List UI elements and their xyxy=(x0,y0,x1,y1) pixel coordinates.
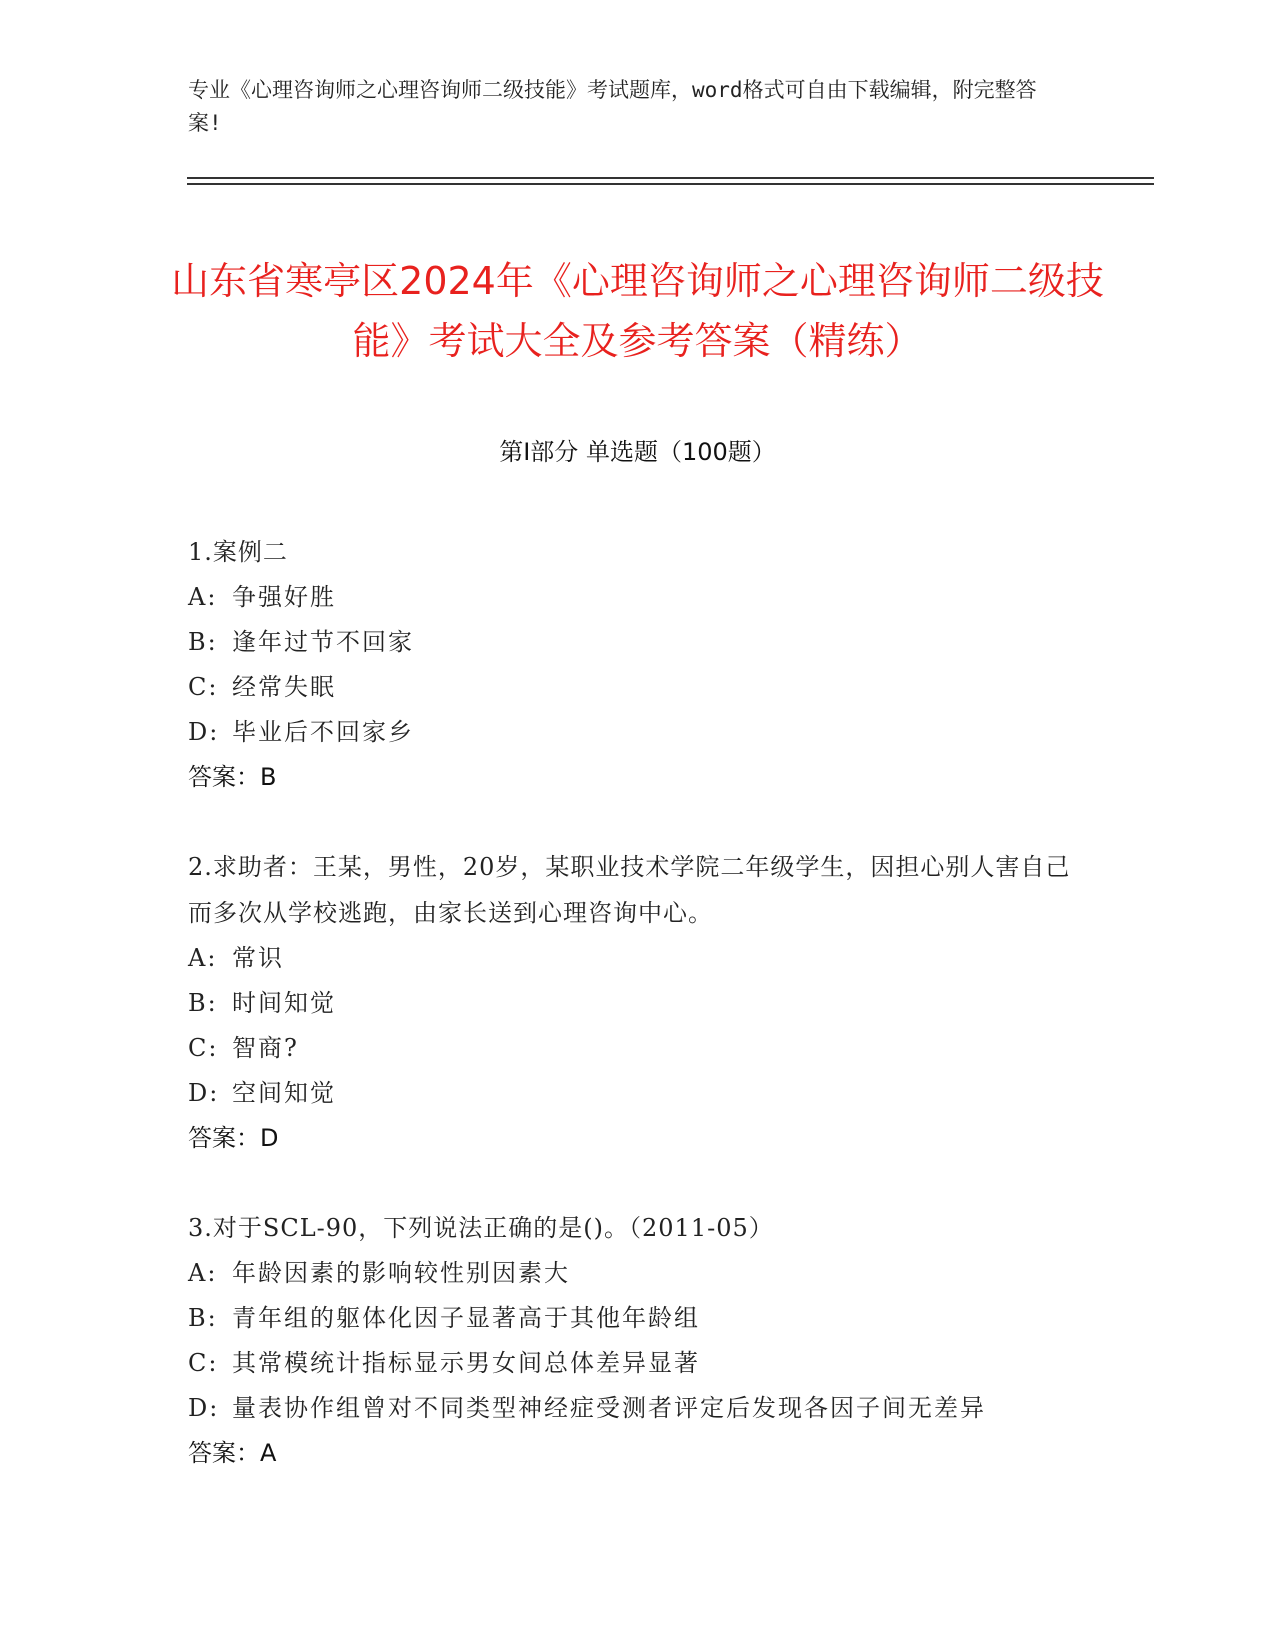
option-c xyxy=(188,1341,1083,1386)
option-b xyxy=(188,1296,1083,1341)
question-1 xyxy=(188,529,1083,800)
answer: 答案：A xyxy=(188,1439,277,1467)
option-letter: B: xyxy=(188,1304,218,1332)
option-b xyxy=(188,981,1083,1026)
option-a xyxy=(188,936,1083,981)
option-text: 经常失眠 xyxy=(232,673,336,701)
option-c xyxy=(188,665,1083,710)
option-letter: D: xyxy=(188,1394,220,1422)
option-a xyxy=(188,575,1083,620)
option-d xyxy=(188,710,1083,755)
option-text: 争强好胜 xyxy=(232,583,336,611)
option-text: 年龄因素的影响较性别因素大 xyxy=(232,1259,570,1287)
option-letter: B: xyxy=(188,628,218,656)
option-d xyxy=(188,1071,1083,1116)
option-letter: C: xyxy=(188,1034,219,1062)
question-list xyxy=(188,529,1083,1520)
option-text: 智商? xyxy=(232,1034,299,1062)
answer: 答案：B xyxy=(188,763,277,791)
option-letter: D: xyxy=(188,1079,220,1107)
option-b xyxy=(188,620,1083,665)
option-letter: C: xyxy=(188,1349,219,1377)
question-text: 3.对于SCL-90，下列说法正确的是()。（2011-05） xyxy=(188,1214,774,1242)
option-text: 其常模统计指标显示男女间总体差异显著 xyxy=(232,1349,700,1377)
question-2 xyxy=(188,844,1083,1161)
option-d xyxy=(188,1386,1083,1431)
option-text: 青年组的躯体化因子显著高于其他年龄组 xyxy=(232,1304,700,1332)
header-divider-top xyxy=(187,177,1154,179)
option-text: 空间知觉 xyxy=(232,1079,336,1107)
option-letter: D: xyxy=(188,718,220,746)
option-letter: A: xyxy=(188,944,218,972)
option-text: 常识 xyxy=(232,944,284,972)
answer: 答案：D xyxy=(188,1124,279,1152)
option-letter: A: xyxy=(188,1259,218,1287)
option-c xyxy=(188,1026,1083,1071)
option-text: 逢年过节不回家 xyxy=(232,628,414,656)
question-text: 1.案例二 xyxy=(188,538,288,566)
question-text: 2.求助者：王某，男性，20岁，某职业技术学院二年级学生，因担心别人害自己而多次从学校逃跑，由家长送到心理咨询中心。 xyxy=(188,853,1071,927)
option-a xyxy=(188,1251,1083,1296)
header-note: 专业《心理咨询师之心理咨询师二级技能》考试题库，word格式可自由下载编辑，附完整答案! xyxy=(188,78,1037,135)
question-3 xyxy=(188,1205,1083,1476)
option-text: 毕业后不回家乡 xyxy=(232,718,414,746)
section-title: 第Ⅰ部分 单选题（100题） xyxy=(499,438,776,466)
document-title: 山东省寒亭区2024年《心理咨询师之心理咨询师二级技能》考试大全及参考答案（精练） xyxy=(171,259,1104,364)
option-text: 量表协作组曾对不同类型神经症受测者评定后发现各因子间无差异 xyxy=(232,1394,986,1422)
option-letter: B: xyxy=(188,989,218,1017)
option-letter: A: xyxy=(188,583,218,611)
header-divider-bottom xyxy=(187,183,1154,185)
option-letter: C: xyxy=(188,673,219,701)
option-text: 时间知觉 xyxy=(232,989,336,1017)
